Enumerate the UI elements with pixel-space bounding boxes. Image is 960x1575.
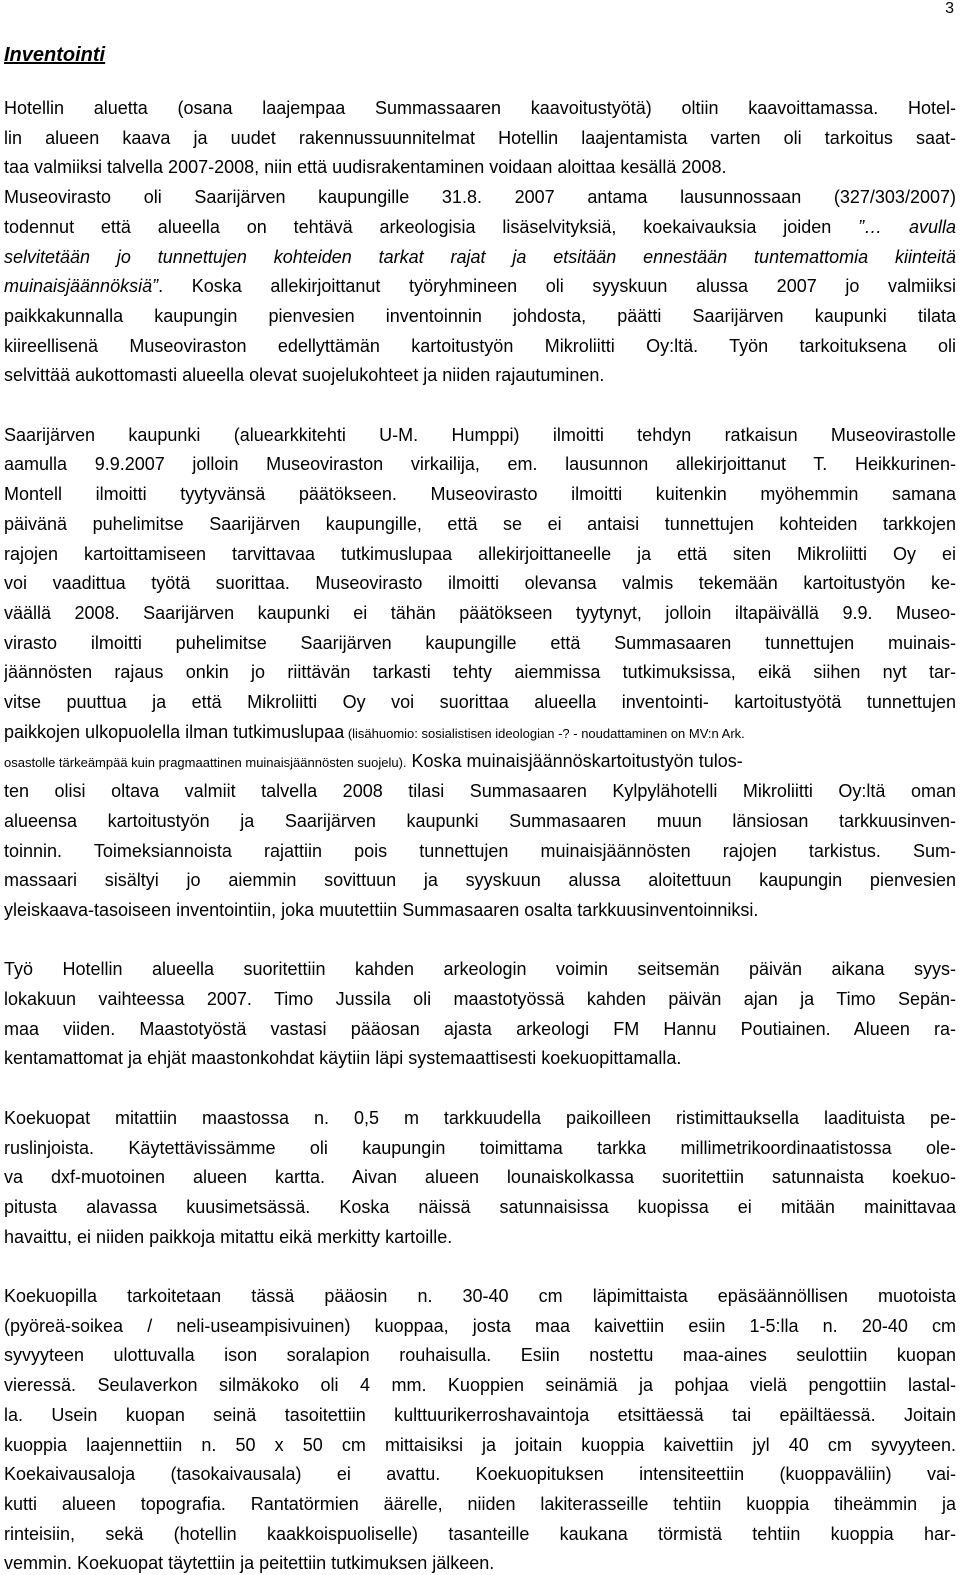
text-line: kiireellisenä Museoviraston edellyttämän kartoitustyön Mikroliitti Oy:ltä. Työn tarkoituksena oli: [4, 335, 956, 356]
text-line: pitusta alavassa kuusimetsässä. Koska näissä satunnaisissa kuopissa ei mitään mainittavaa: [4, 1196, 956, 1217]
text-line: selvitetään jo tunnettujen kohteiden tarkat rajat ja etsitään ennestään tuntemattomia kiinteitä: [4, 246, 956, 267]
text-line: rajojen kartoittamiseen tarvittavaa tutkimuslupaa allekirjoittaneelle ja että siten Mikroliitti Oy ei: [4, 543, 956, 564]
text-line: Koekuopilla tarkoitetaan tässä pääosin n. 30-40 cm läpimittaista epäsäännöllisen muotoista: [4, 1286, 956, 1306]
text-line: va dxf-muotoinen alueen kartta. Aivan alueen lounaiskolkassa suoritettiin satunnaista koekuo-: [4, 1167, 956, 1188]
text-line: massaari sisältyi jo aiemmin sovittuun ja syyskuun alussa aloitettuun kaupungin pienvesien: [4, 870, 956, 891]
text-line: Montell ilmoitti tyytyvänsä päätökseen. Museovirasto ilmoitti kuitenkin myöhemmin samana: [4, 484, 956, 505]
text-line: aamulla 9.9.2007 jolloin Museoviraston virkailija, em. lausunnon allekirjoittanut T. Heikkurinen-: [4, 454, 956, 475]
text-line: paikkojen ulkopuolella ilman tutkimuslupaa (lisähuomio: sosialistisen ideologian -? - noudattaminen on MV:n Ark.: [4, 721, 745, 742]
text-line: rinteisiin, sekä (hotellin kaakkoispuoliselle) tasanteille kaukana törmistä tehtiin kuoppia har-: [4, 1523, 956, 1544]
text-line: kutti alueen topografia. Rantatörmien äärelle, niiden lakiterasseille tehtiin kuoppia tiheämmin ja: [4, 1493, 956, 1514]
text-line: kentamattomat ja ehjät maastonkohdat käytiin läpi systemaattisesti koekuopittamalla.: [4, 1048, 682, 1069]
text-line: todennut että alueella on tehtävä arkeologisia lisäselvityksiä, koekaivauksia joiden ”… avulla: [4, 216, 956, 237]
text-line: Koekuopat mitattiin maastossa n. 0,5 m tarkkuudella paikoilleen ristimittauksella laadituista pe-: [4, 1107, 956, 1128]
text-line: syvyyteen ulottuvalla ison soralapion rouhaisulla. Esiin nostettu maa-aines seulottiin kuopan: [4, 1345, 956, 1366]
text-line: alueensa kartoitustyön ja Saarijärven kaupunki Summasaaren muun länsiosan tarkkuusinven-: [4, 810, 956, 831]
text-line: Työ Hotellin alueella suoritettiin kahden arkeologin voimin seitsemän päivän aikana syys-: [4, 959, 956, 980]
text-line: toinnin. Toimeksiannoista rajattiin pois tunnettujen muinaisjäännösten rajojen tarkistus. Sum-: [4, 840, 956, 861]
text-line: ruslinjoista. Käytettävissämme oli kaupungin toimittama tarkka millimetrikoordinaatistossa ole-: [4, 1137, 956, 1158]
text-line: Hotellin aluetta (osana laajempaa Summassaaren kaavoitustyötä) oltiin kaavoittamassa. Hotel-: [4, 98, 956, 118]
text-line: voi vaadittua työtä suorittaa. Museovirasto ilmoitti olevansa valmis tekemään kartoitustyön ke-: [4, 573, 956, 594]
text-line: jäännösten rajaus onkin jo riittävän tarkasti tehty aiemmissa tutkimuksissa, eikä siihen nyt tar-: [4, 662, 956, 683]
text-line: vitse puuttua ja että Mikroliitti Oy voi suorittaa alueella inventointi- kartoitustyötä tunnettujen: [4, 692, 956, 712]
text-line: (pyöreä-soikea / neli-useampisivuinen) kuoppaa, josta maa kaivettiin esiin 1-5:lla n. 20-40 cm: [4, 1315, 956, 1336]
text-line: osastolle tärkeämpää kuin pragmaattinen muinaisjäännösten suojelu). Koska muinaisjäännöskartoitustyön tulos-: [4, 751, 743, 772]
text-line: virasto ilmoitti puhelimitse Saarijärven kaupungille että Summasaaren tunnettujen muinais-: [4, 632, 956, 653]
text-line: lokakuun vaihteessa 2007. Timo Jussila oli maastotyössä kahden päivän ajan ja Timo Sepän-: [4, 989, 956, 1009]
section-heading: Inventointi: [4, 44, 106, 66]
text-line: päivänä puhelimitse Saarijärven kaupungille, että se ei antaisi tunnettujen kohteiden tarkkojen: [4, 513, 956, 534]
text-line: Saarijärven kaupunki (aluearkkitehti U-M. Humppi) ilmoitti tehdyn ratkaisun Museovirastolle: [4, 424, 956, 445]
text-line: Koekaivausaloja (tasokaivausala) ei avattu. Koekuopituksen intensiteettiin (kuoppaväliin) vai-: [4, 1464, 956, 1485]
text-line: Museovirasto oli Saarijärven kaupungille 31.8. 2007 antama lausunnossaan (327/303/2007): [4, 187, 956, 208]
text-line: maa viiden. Maastotyöstä vastasi pääosan ajasta arkeologi FM Hannu Poutiainen. Alueen ra-: [4, 1018, 956, 1039]
text-line: taa valmiiksi talvella 2007-2008, niin että uudisrakentaminen voidaan aloittaa kesällä 2008.: [4, 157, 727, 178]
text-line: ten olisi oltava valmiit talvella 2008 tilasi Summasaaren Kylpylähotelli Mikroliitti Oy:ltä oman: [4, 781, 956, 802]
text-line: lin alueen kaava ja uudet rakennussuunnitelmat Hotellin laajentamista varten oli tarkoitus saat-: [4, 127, 956, 148]
text-line: paikkakunnalla kaupungin pienvesien inventoinnin johdosta, päätti Saarijärven kaupunki tilata: [4, 305, 956, 326]
text-line: selvittää aukottomasti alueella olevat suojelukohteet ja niiden rajautuminen.: [4, 365, 605, 386]
text-line: muinaisjäännöksiä”. Koska allekirjoittanut työryhmineen oli syyskuun alussa 2007 jo valmiiksi: [4, 276, 956, 297]
text-line: la. Usein kuopan seinä tasoitettiin kulttuurikerroshavaintoja etsittäessä tai epäiltäessä. Joitain: [4, 1404, 956, 1425]
text-line: vemmin. Koekuopat täytettiin ja peitettiin tutkimuksen jälkeen.: [4, 1553, 495, 1574]
text-line: havaittu, ei niiden paikkoja mitattu eikä merkitty kartoille.: [4, 1226, 453, 1247]
text-line: kuoppia laajennettiin n. 50 x 50 cm mittaisiksi ja joitain kuoppia kaivettiin jyl 40 cm syvyyteen.: [4, 1434, 956, 1455]
text-line: väällä 2008. Saarijärven kaupunki ei tähän päätökseen tyytynyt, jolloin iltapäivällä 9.9. Museo-: [4, 602, 956, 623]
page-number: 3: [945, 0, 954, 17]
text-line: vieressä. Seulaverkon silmäkoko oli 4 mm. Kuoppien seinämiä ja pohjaa vielä pengottiin lastal-: [4, 1375, 956, 1396]
text-line: yleiskaava-tasoiseen inventointiin, joka muutettiin Summasaaren osalta tarkkuusinventoinniksi.: [4, 899, 759, 920]
